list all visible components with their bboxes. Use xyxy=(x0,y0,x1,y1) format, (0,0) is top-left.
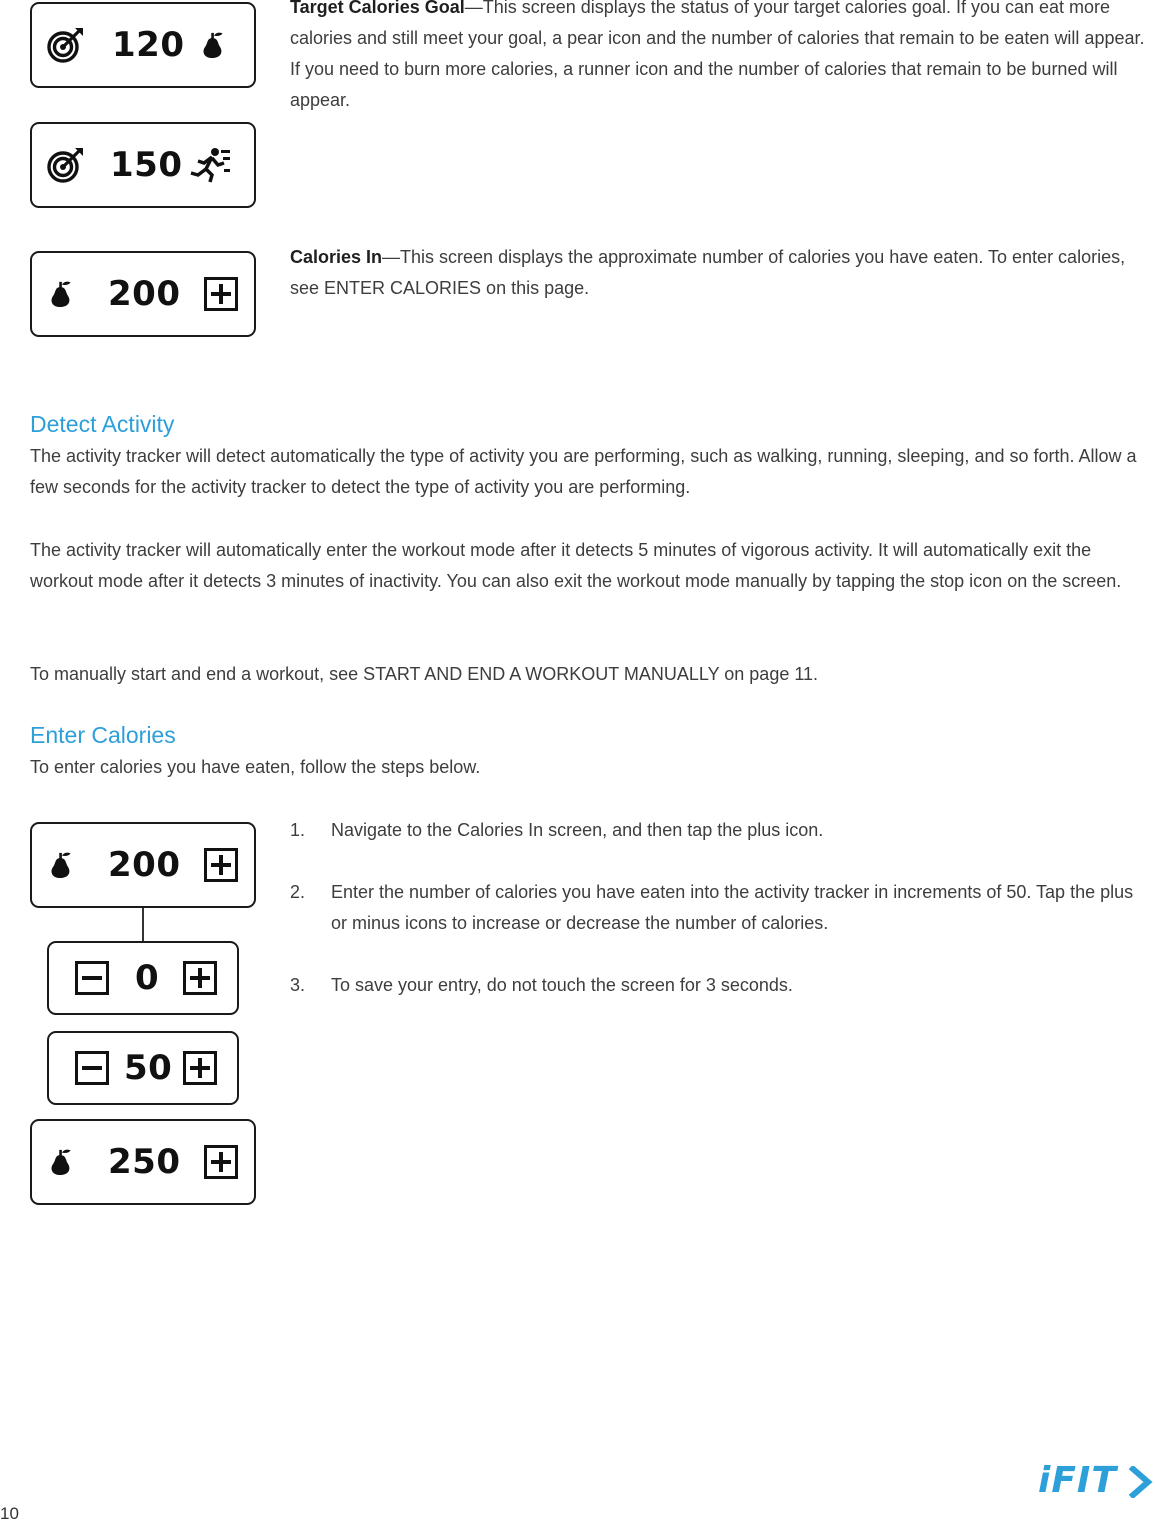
detect-activity-p3: To manually start and end a workout, see START AND END A WORKOUT MANUALLY on page 11. xyxy=(30,664,819,684)
target-icon xyxy=(46,145,86,185)
goal-runner-screen xyxy=(30,122,256,208)
detect-activity-p2: The activity tracker will automatically enter the workout mode after it detects 5 minutes of vigorous activity. It will automatically exit the workout mode after it detects 3 minutes of inactivity. You can also exit the workout mode manually by tapping the stop icon on the screen. xyxy=(30,540,1122,591)
target-icon xyxy=(46,25,86,65)
step-start-value: 200 xyxy=(108,845,181,885)
enter-calories-heading: Enter Calories xyxy=(30,722,176,748)
minus-icon xyxy=(75,961,109,995)
target-calories-goal-desc xyxy=(290,0,1152,116)
plus-icon xyxy=(183,961,217,995)
detect-activity-p1: The activity tracker will detect automatically the type of activity you are performing, such as walking, running, sleeping, and so forth. Allow a few seconds for the activity tracker to detect the type of activity you are performing. xyxy=(30,446,1137,497)
chevron-right-icon xyxy=(1128,1466,1154,1498)
step-text: To save your entry, do not touch the screen for 3 seconds. xyxy=(331,975,793,995)
step-zero-screen xyxy=(47,941,239,1015)
step-number: 1. xyxy=(290,820,306,840)
plus-icon xyxy=(204,848,238,882)
step-start-screen xyxy=(30,822,256,908)
step-fifty-screen xyxy=(47,1031,239,1105)
plus-icon xyxy=(204,277,238,311)
calories-in-title: Calories In xyxy=(290,247,383,267)
calories-in-screen xyxy=(30,251,256,337)
pear-icon xyxy=(48,1147,74,1177)
ifit-logo-text: iFIT xyxy=(1038,1460,1117,1501)
step-item xyxy=(290,970,1152,1001)
enter-calories-steps xyxy=(290,815,1152,1032)
step-zero-value: 0 xyxy=(135,958,160,998)
enter-calories-intro: To enter calories you have eaten, follow the steps below. xyxy=(30,757,481,777)
step-result-screen xyxy=(30,1119,256,1205)
calories-in-value: 200 xyxy=(108,274,181,314)
step-result-value: 250 xyxy=(108,1142,181,1182)
goal-runner-value: 150 xyxy=(110,145,183,185)
step-number: 2. xyxy=(290,882,306,902)
step-text: Enter the number of calories you have eaten into the activity tracker in increments of 50. Tap the plus or minus icons to increase or decrease the number of calories. xyxy=(331,882,1134,933)
goal-pear-screen xyxy=(30,2,256,88)
calories-in-text: —This screen displays the approximate number of calories you have eaten. To enter calories, see ENTER CALORIES on this page. xyxy=(290,247,1126,298)
target-calories-goal-title: Target Calories Goal xyxy=(290,0,465,17)
step-item xyxy=(290,877,1152,939)
pear-icon xyxy=(200,30,226,60)
screen-connector-line xyxy=(142,908,144,942)
goal-pear-value: 120 xyxy=(112,25,185,65)
target-calories-goal-text: —This screen displays the status of your target calories goal. If you can eat more calories and still meet your goal, a pear icon and the number of calories that remain to be eaten will appear. If you need to burn more calories, a runner icon and the number of calories that remain to be burned will appear. xyxy=(290,0,1145,110)
page-number: 10 xyxy=(0,1504,19,1523)
step-fifty-value: 50 xyxy=(124,1048,173,1088)
minus-icon xyxy=(75,1051,109,1085)
step-number: 3. xyxy=(290,975,306,995)
pear-icon xyxy=(48,850,74,880)
step-text: Navigate to the Calories In screen, and then tap the plus icon. xyxy=(331,820,824,840)
plus-icon xyxy=(204,1145,238,1179)
pear-icon xyxy=(48,279,74,309)
calories-in-desc xyxy=(290,242,1152,304)
detect-activity-heading: Detect Activity xyxy=(30,411,175,437)
step-item xyxy=(290,815,1152,846)
plus-icon xyxy=(183,1051,217,1085)
ifit-logo xyxy=(1038,1460,1155,1501)
runner-icon xyxy=(188,147,232,183)
